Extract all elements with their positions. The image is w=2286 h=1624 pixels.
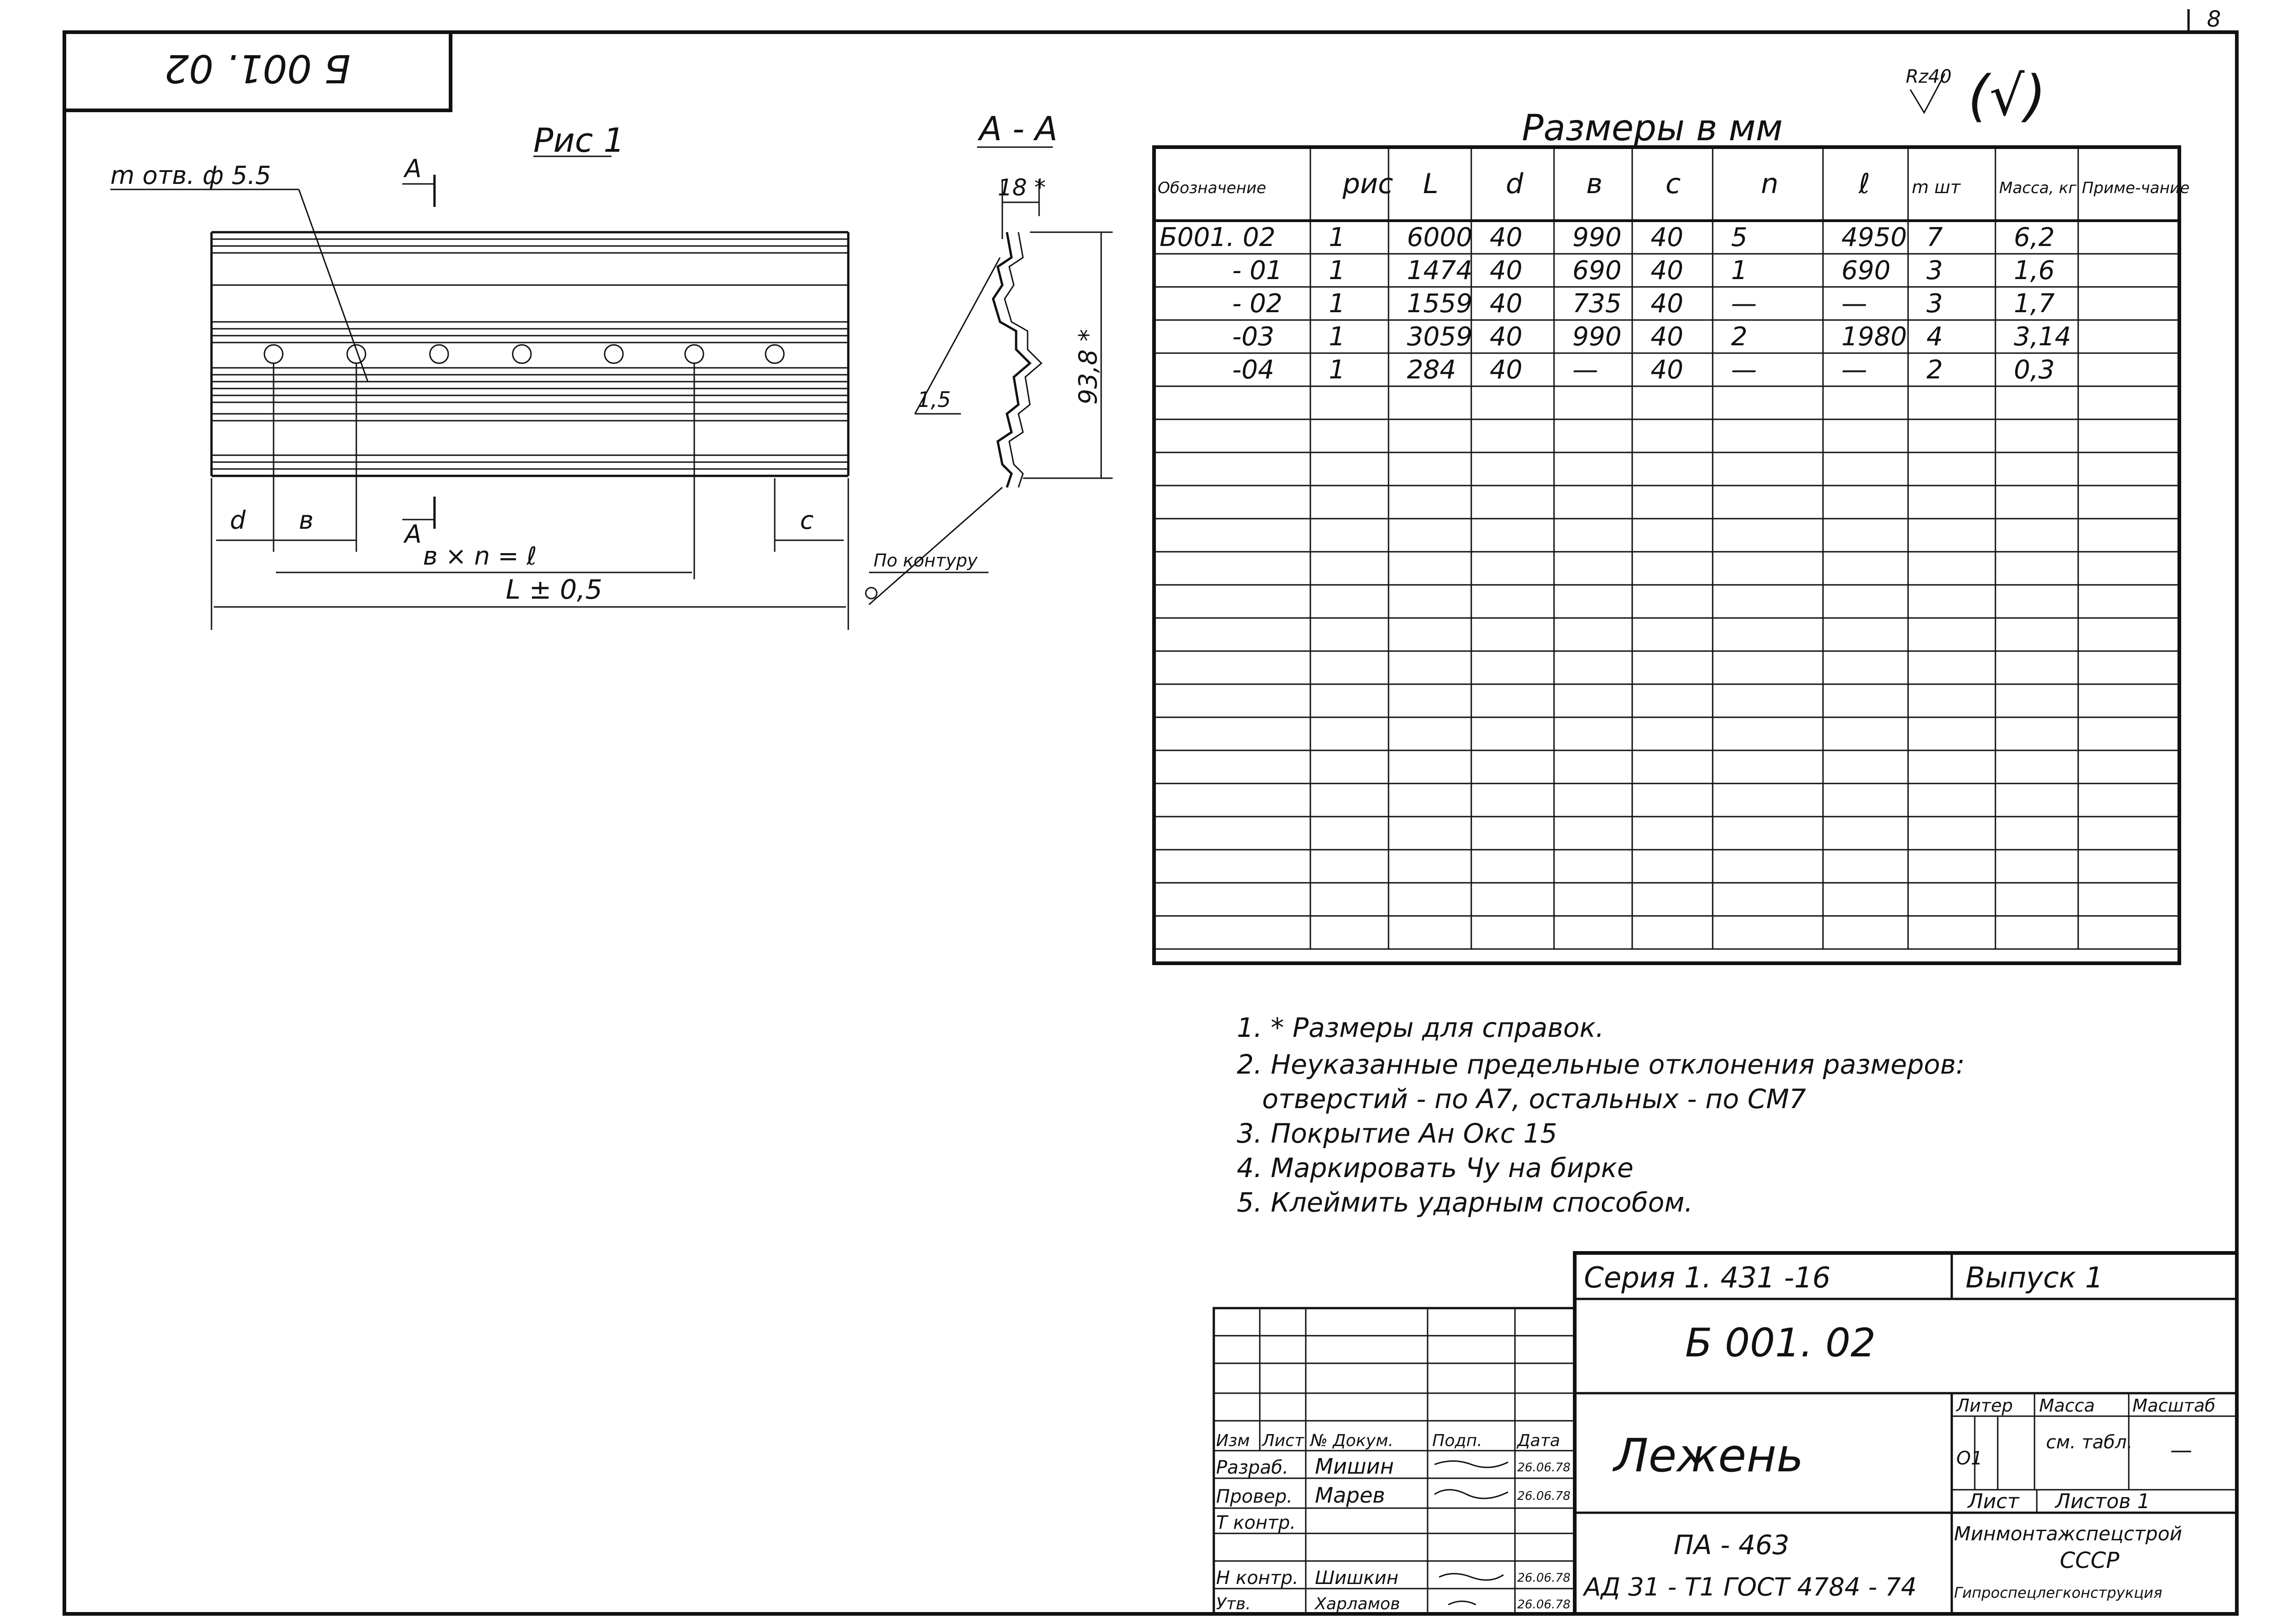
table-header-cell: d (1506, 168, 1524, 200)
note-1: 1. * Размеры для справок. (1237, 1012, 1604, 1043)
roughness-symbol: (√) (1968, 64, 2046, 128)
table-cell: — (1572, 355, 1598, 385)
note-2: 2. Неуказанные предельные отклонения размеров: (1237, 1049, 1965, 1080)
stamp-scale-value: — (2170, 1437, 2192, 1463)
stamp-mass-label: Масса (2039, 1395, 2095, 1416)
stamp-person-5: Шишкин (1315, 1567, 1399, 1589)
table-cell: 1,6 (2014, 256, 2055, 286)
table-cell: 40 (1651, 322, 1684, 352)
table-header-cell: n (1761, 168, 1779, 200)
dim-height: 93,8 * (1074, 329, 1103, 405)
table-cell: 1 (1731, 256, 1748, 286)
stamp-series: Серия 1. 431 -16 (1584, 1261, 1831, 1294)
stamp-scale-label: Масштаб (2132, 1395, 2216, 1416)
table-row-designation: -04 (1232, 355, 1274, 385)
table-cell: 1,7 (2014, 289, 2055, 319)
table-cell: 3,14 (2014, 322, 2071, 352)
table-cell: 2 (1926, 355, 1943, 385)
stamp-material-1: ПА - 463 (1674, 1529, 1789, 1561)
dim-b: в (299, 506, 314, 535)
stamp-hdr-doc: № Докум. (1310, 1431, 1394, 1450)
table-title: Размеры в мм (1522, 108, 1783, 149)
table-header-cell: L (1423, 168, 1439, 200)
stamp-litera-value: О1 (1956, 1448, 1983, 1469)
figure-title: Рис 1 (533, 121, 625, 160)
contour-symbol (866, 588, 877, 599)
stamp-date-6: 26.06.78 (1517, 1598, 1571, 1612)
table-cell: 40 (1490, 256, 1523, 286)
stamp-name: Лежень (1614, 1429, 1804, 1482)
table-cell: 1980 (1841, 322, 1907, 352)
code-rotated: Б 001. 02 (164, 46, 351, 91)
sheet-frame (64, 32, 2237, 1614)
table-cell: 6000 (1407, 223, 1473, 252)
table-cell: 1474 (1407, 256, 1473, 286)
table-header-cell: в (1586, 168, 1603, 200)
section-title: А - А (979, 109, 1058, 148)
sheet-number: 8 (2207, 6, 2221, 32)
stamp-org-2: СССР (2060, 1548, 2120, 1573)
table-cell: — (1841, 289, 1867, 319)
section-mark-top: А (405, 154, 422, 183)
table-cell: 990 (1572, 322, 1622, 352)
table-row-designation: - 02 (1232, 289, 1283, 319)
table-cell: 40 (1490, 289, 1523, 319)
signature-5 (1439, 1574, 1503, 1580)
stamp-date-1: 26.06.78 (1517, 1461, 1571, 1475)
table-row-designation: - 01 (1232, 256, 1283, 286)
table-cell: 5 (1731, 223, 1748, 252)
stamp-mass-value: см. табл. (2046, 1432, 2133, 1453)
stamp-role-2: Провер. (1216, 1486, 1293, 1507)
roughness (1906, 64, 2046, 128)
table-cell: — (1841, 355, 1867, 385)
section-profile (993, 232, 1030, 487)
stamp-hdr-date: Дата (1517, 1431, 1560, 1450)
figure-1 (110, 121, 848, 630)
table-header-cell: Обозначение (1158, 179, 1266, 197)
table-cell: 40 (1490, 223, 1523, 252)
table-header-cell: c (1665, 168, 1681, 200)
table-cell: 40 (1651, 355, 1684, 385)
note-2b: отверстий - по А7, остальных - по СМ7 (1262, 1083, 1806, 1115)
table-cell: 2 (1731, 322, 1748, 352)
stamp-role-6: Утв. (1216, 1595, 1251, 1613)
table-cell: — (1731, 289, 1757, 319)
table-cell: — (1731, 355, 1757, 385)
table-header-cell: m шт (1912, 177, 1961, 197)
stamp-date-5: 26.06.78 (1517, 1571, 1571, 1585)
hole (766, 345, 784, 363)
stamp-role-5: Н контр. (1216, 1567, 1298, 1589)
stamp-date-2: 26.06.78 (1517, 1489, 1571, 1503)
stamp-issue: Выпуск 1 (1966, 1261, 2103, 1294)
table-cell: 4 (1926, 322, 1943, 352)
section-aa (866, 109, 1113, 605)
profile-lines (211, 232, 848, 476)
hole (264, 345, 283, 363)
table-cell: 6,2 (2014, 223, 2055, 252)
table-cell: 990 (1572, 223, 1622, 252)
stamp-hdr-izm: Изм (1216, 1431, 1250, 1450)
table-cell: 284 (1407, 355, 1456, 385)
notes (1237, 1012, 1965, 1218)
signature-1 (1434, 1461, 1508, 1468)
stamp-person-1: Мишин (1315, 1454, 1394, 1479)
stamp-org-3: Гипроспецлегконструкция (1954, 1584, 2162, 1601)
stamp-material-2: АД 31 - Т1 ГОСТ 4784 - 74 (1584, 1573, 1917, 1601)
stamp-sheets-label: Листов 1 (2055, 1490, 2150, 1513)
dim-top: 18 * (998, 174, 1046, 201)
table-header-cell: рис (1343, 168, 1394, 200)
section-profile-inner (1005, 232, 1041, 487)
stamp-role-1: Разраб. (1216, 1457, 1289, 1478)
title-block (1214, 1253, 2237, 1614)
dim-L: L ± 0,5 (506, 574, 603, 605)
table-cell: 40 (1490, 322, 1523, 352)
hole-callout: m отв. ф 5.5 (110, 161, 271, 190)
hole (685, 345, 703, 363)
contour-leader (869, 487, 1002, 605)
stamp-hdr-list: Лист (1262, 1431, 1304, 1450)
contour-note: По контуру (874, 550, 978, 571)
table-cell: 1 (1329, 256, 1345, 286)
stamp-role-3: Т контр. (1216, 1512, 1296, 1533)
table-cell: 690 (1841, 256, 1891, 286)
section-mark-bottom: А (405, 520, 422, 549)
table-cell: 0,3 (2014, 355, 2055, 385)
table-header-cell: Масса, кг (1999, 179, 2077, 197)
stamp-org-1: Минмонтажспецстрой (1954, 1522, 2183, 1545)
hole (430, 345, 448, 363)
table-cell: 40 (1651, 223, 1684, 252)
note-5: 5. Клеймить ударным способом. (1237, 1187, 1693, 1218)
table-cell: 3059 (1407, 322, 1473, 352)
stamp-person-2: Марев (1315, 1483, 1385, 1508)
table-cell: 735 (1572, 289, 1622, 319)
table-header-cell: Приме-чание (2082, 179, 2190, 197)
signature-2 (1434, 1490, 1508, 1498)
table-cell: 1 (1329, 355, 1345, 385)
table-header-cell: ℓ (1858, 168, 1870, 200)
hole (513, 345, 531, 363)
table-cell: 690 (1572, 256, 1622, 286)
table-cell: 40 (1651, 289, 1684, 319)
dim-bn: в × n = ℓ (423, 542, 537, 571)
table-cell: 3 (1926, 289, 1943, 319)
dimension-table (1154, 147, 2189, 963)
note-3: 3. Покрытие Ан Окс 15 (1237, 1118, 1557, 1149)
hole (605, 345, 623, 363)
table-cell: 4950 (1841, 223, 1907, 252)
table-cell: 3 (1926, 256, 1943, 286)
dim-c: c (800, 506, 814, 535)
stamp-code: Б 001. 02 (1685, 1320, 1876, 1366)
stamp-sheet-label: Лист (1968, 1490, 2019, 1513)
table-row-designation: Б001. 02 (1160, 223, 1276, 252)
table-cells (1158, 168, 2189, 385)
table-row-designation: -03 (1232, 322, 1274, 352)
stamp-litera-label: Литер (1956, 1395, 2013, 1416)
table-cell: 40 (1651, 256, 1684, 286)
thickness: 1,5 (917, 387, 951, 412)
signature-6 (1448, 1601, 1476, 1605)
table-cell: 7 (1926, 223, 1943, 252)
note-4: 4. Маркировать Чу на бирке (1237, 1152, 1634, 1184)
table-cell: 1 (1329, 223, 1345, 252)
roughness-value: Rz40 (1906, 66, 1952, 87)
stamp-hdr-sign: Подп. (1432, 1431, 1482, 1450)
dim-d: d (230, 506, 246, 535)
table-cell: 1 (1329, 289, 1345, 319)
table-cell: 40 (1490, 355, 1523, 385)
stamp-person-6: Харламов (1315, 1595, 1400, 1613)
table-cell: 1 (1329, 322, 1345, 352)
table-cell: 1559 (1407, 289, 1473, 319)
holes (264, 345, 784, 363)
